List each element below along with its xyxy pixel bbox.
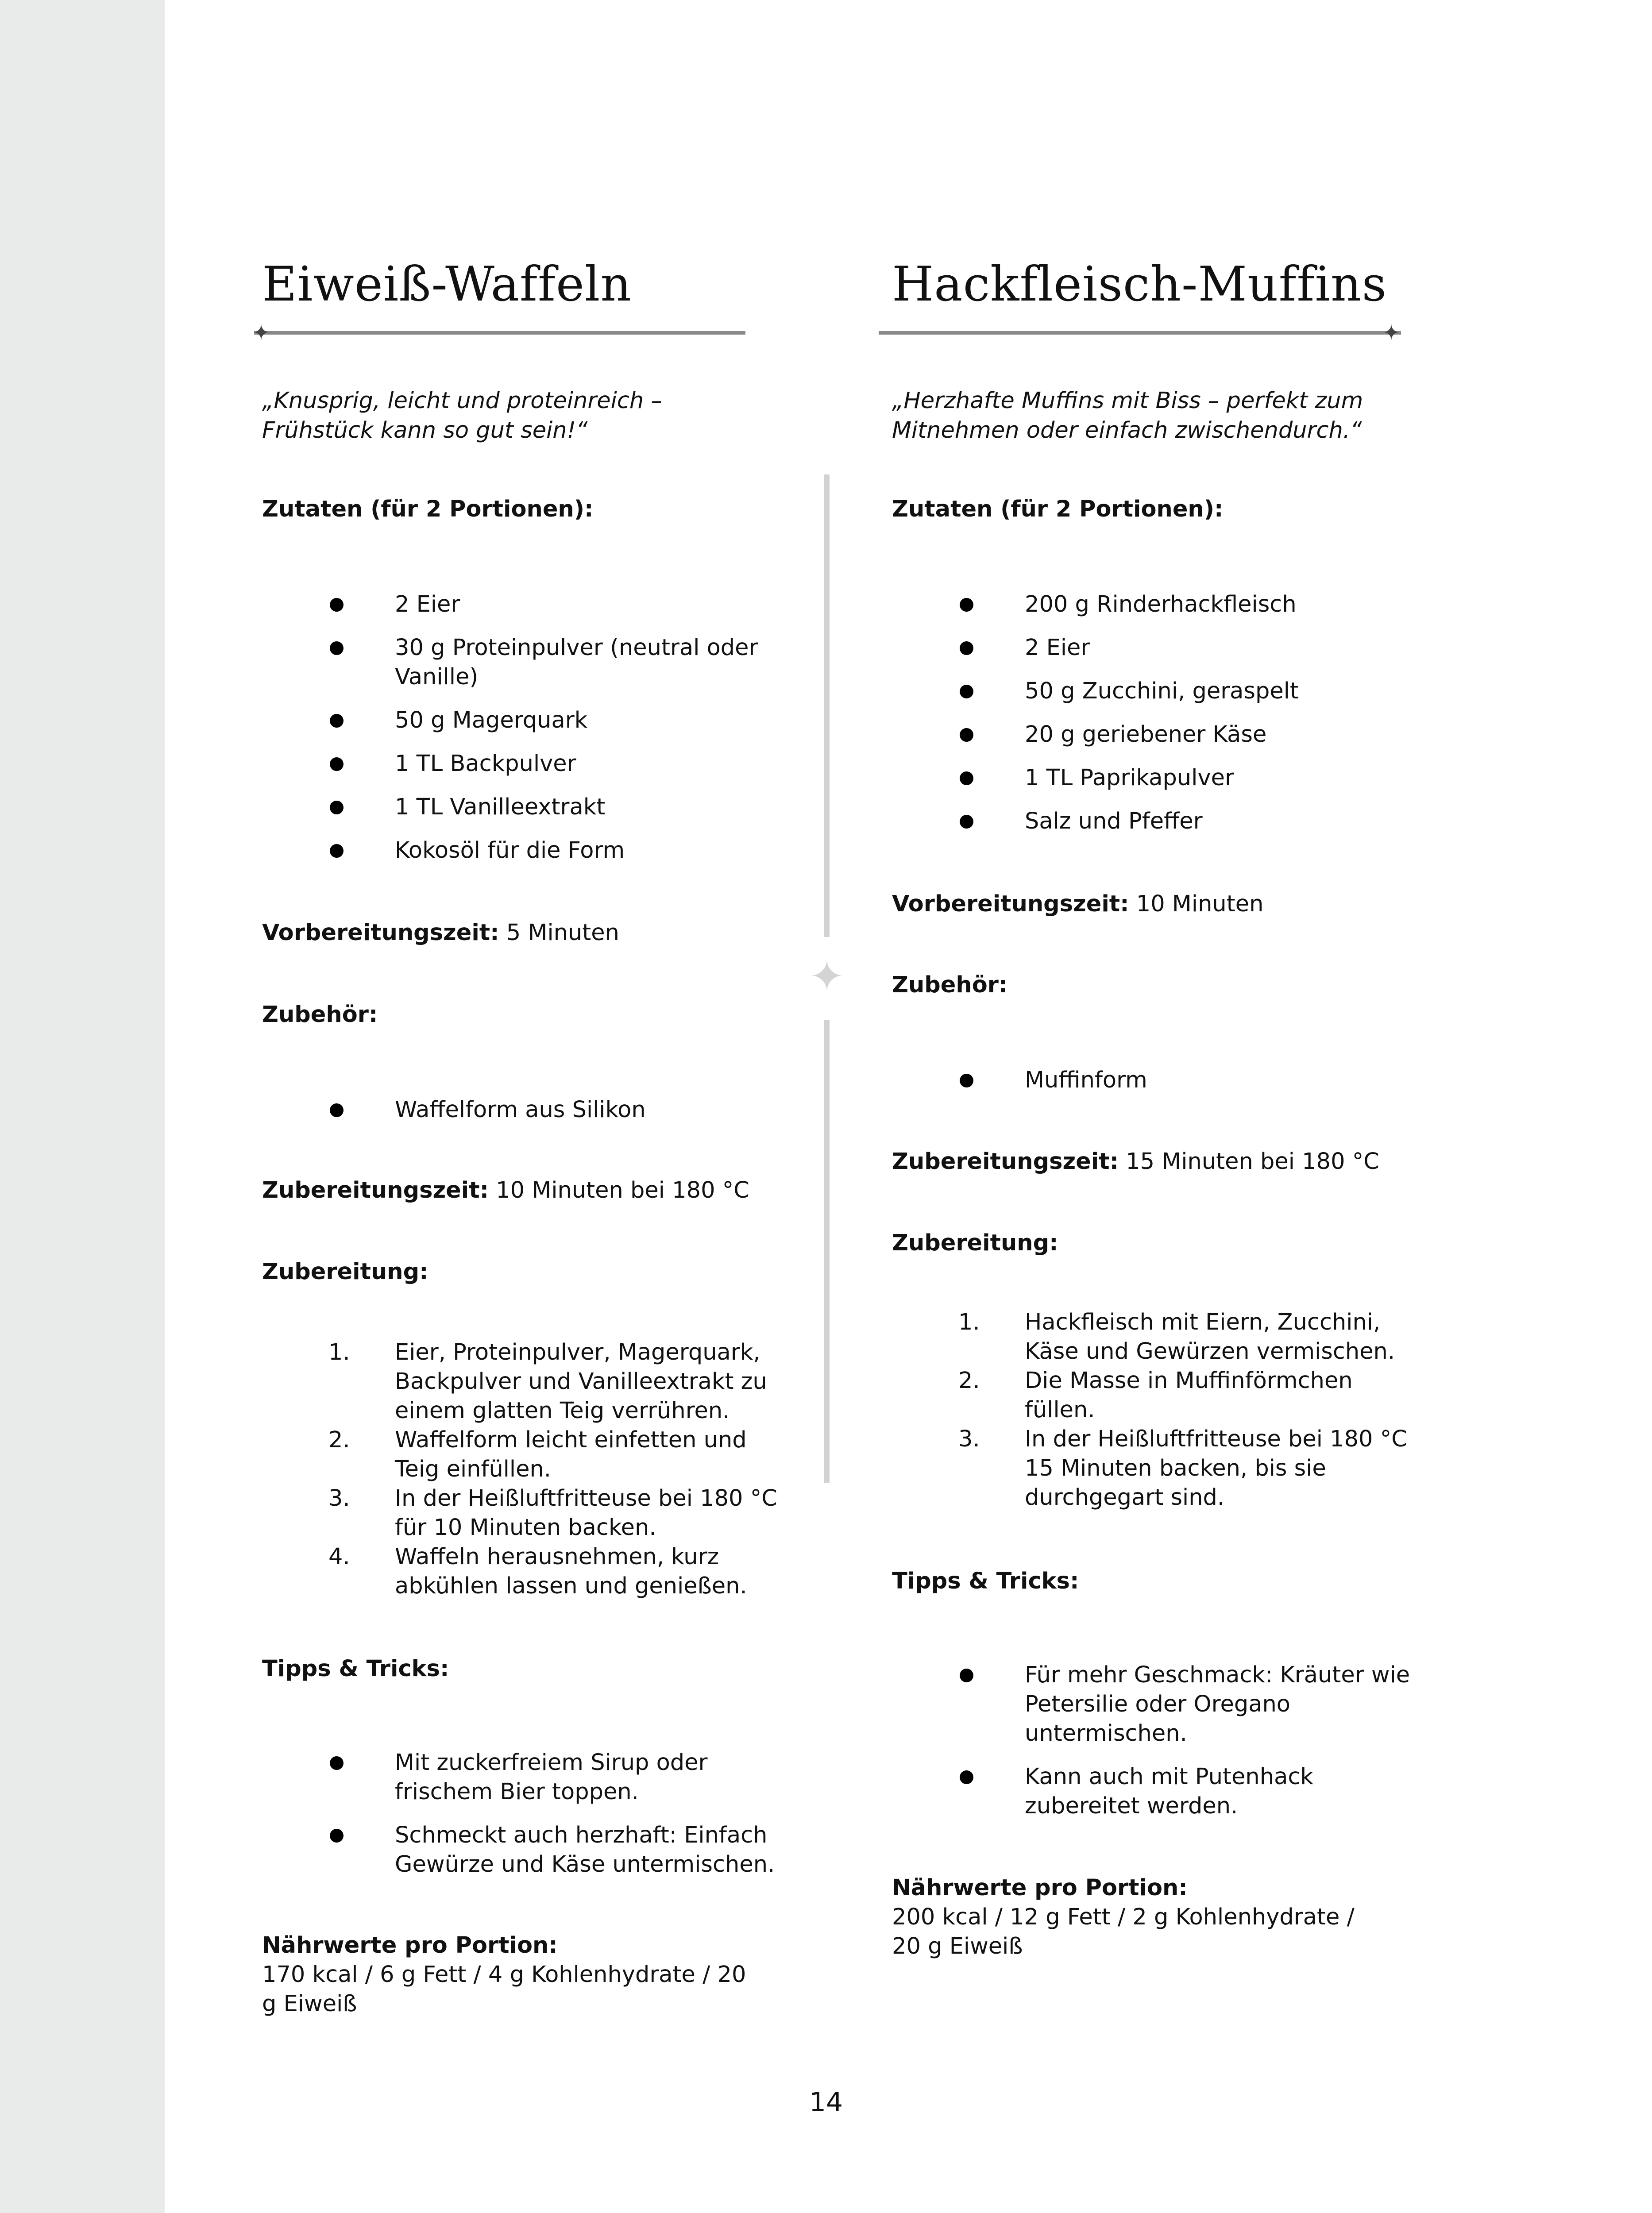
cook-time-value: 15 Minuten bei 180 °C	[1126, 1149, 1379, 1175]
nutrition-line: 170 kcal / 6 g Fett / 4 g Kohlenhydrate / 20	[262, 1962, 746, 1988]
sparkle-icon: ✦	[809, 952, 845, 1001]
equipment-list	[262, 1095, 784, 1139]
quote-line: „Herzhafte Muffins mit Biss – perfekt zum	[892, 388, 1363, 414]
steps-heading: Zubereitung:	[892, 1230, 1058, 1256]
recipe-title: Eiweiß-Waffeln	[262, 257, 632, 312]
ingredient-item: 30 g Proteinpulver (neutral oder Vanille)	[262, 633, 784, 692]
ingredient-item: 50 g Zucchini, geraspelt	[892, 677, 1414, 706]
ingredient-item: 1 TL Backpulver	[262, 749, 784, 779]
cook-time-label: Zubereitungszeit:	[892, 1149, 1119, 1175]
steps-list	[892, 1308, 1414, 1512]
prep-time	[262, 918, 619, 948]
nutrition-line: 200 kcal / 12 g Fett / 2 g Kohlenhydrate /	[892, 1904, 1355, 1930]
ingredient-item: Salz und Pfeffer	[892, 807, 1414, 836]
title-underline	[254, 331, 745, 335]
recipe-quote	[262, 386, 758, 445]
tips-heading: Tipps & Tricks:	[892, 1568, 1079, 1594]
sparkle-icon: ✦	[252, 320, 270, 345]
column-divider	[824, 474, 830, 937]
cook-time	[262, 1176, 749, 1205]
ingredient-item: 1 TL Paprikapulver	[892, 763, 1414, 793]
tips-heading: Tipps & Tricks:	[262, 1656, 449, 1682]
recipe-quote	[892, 386, 1388, 445]
title-underline	[879, 331, 1401, 335]
ingredients-list	[892, 590, 1414, 850]
ingredient-item: 20 g geriebener Käse	[892, 720, 1414, 749]
nutrition-block	[262, 1931, 746, 2019]
tip-item: Für mehr Geschmack: Kräuter wie Petersilie oder Oregano untermischen.	[892, 1661, 1414, 1748]
prep-time	[892, 890, 1263, 919]
ingredient-item: 2 Eier	[892, 633, 1414, 663]
ingredients-heading: Zutaten (für 2 Portionen):	[892, 496, 1224, 522]
recipe-title: Hackfleisch-Muffins	[892, 257, 1387, 312]
quote-line: „Knusprig, leicht und proteinreich –	[262, 388, 662, 414]
equipment-heading: Zubehör:	[892, 972, 1008, 998]
step-item: 2. Die Masse in Muffinförmchen füllen.	[958, 1368, 1353, 1423]
equipment-item: Waffelform aus Silikon	[262, 1095, 784, 1125]
ingredient-item: 200 g Rinderhackfleisch	[892, 590, 1414, 619]
tip-item: Mit zuckerfreiem Sirup oder frischem Bier toppen.	[262, 1748, 784, 1807]
equipment-list	[892, 1066, 1414, 1109]
ingredient-item: 50 g Magerquark	[262, 706, 784, 735]
cook-time-value: 10 Minuten bei 180 °C	[496, 1177, 749, 1203]
step-item: 3. In der Heißluftfritteuse bei 180 °C 15 Minuten backen, bis sie durchgegart sind.	[958, 1426, 1407, 1511]
quote-line: Mitnehmen oder einfach zwischendurch.“	[892, 417, 1362, 443]
tip-item: Kann auch mit Putenhack zubereitet werden.	[892, 1762, 1414, 1821]
ingredient-item: Kokosöl für die Form	[262, 836, 784, 865]
ingredients-list	[262, 590, 784, 879]
step-item: 3. In der Heißluftfritteuse bei 180 °C für 10 Minuten backen.	[328, 1485, 777, 1541]
ingredient-item: 2 Eier	[262, 590, 784, 619]
step-item: 4. Waffeln herausnehmen, kurz abkühlen lassen und genießen.	[328, 1544, 747, 1599]
quote-line: Frühstück kann so gut sein!“	[262, 417, 588, 443]
cook-time-label: Zubereitungszeit:	[262, 1177, 489, 1203]
equipment-item: Muffinform	[892, 1066, 1414, 1095]
prep-time-label: Vorbereitungszeit:	[262, 920, 499, 946]
nutrition-heading: Nährwerte pro Portion:	[262, 1932, 558, 1959]
step-item: 2. Waffelform leicht einfetten und Teig einfüllen.	[328, 1427, 747, 1482]
cook-time	[892, 1147, 1379, 1176]
steps-heading: Zubereitung:	[262, 1259, 428, 1285]
steps-list	[262, 1338, 784, 1601]
tips-list	[262, 1748, 784, 1893]
page-margin-strip	[0, 0, 165, 2213]
nutrition-heading: Nährwerte pro Portion:	[892, 1875, 1188, 1901]
column-divider	[824, 1020, 830, 1483]
ingredient-item: 1 TL Vanilleextrakt	[262, 793, 784, 822]
prep-time-value: 10 Minuten	[1136, 891, 1264, 917]
step-item: 1. Eier, Proteinpulver, Magerquark, Backpulver und Vanilleextrakt zu einem glatten Teig verrühren.	[328, 1339, 767, 1424]
nutrition-line: 20 g Eiweiß	[892, 1933, 1023, 1959]
equipment-heading: Zubehör:	[262, 1002, 378, 1028]
step-item: 1. Hackfleisch mit Eiern, Zucchini, Käse und Gewürzen vermischen.	[958, 1309, 1395, 1365]
nutrition-block	[892, 1874, 1355, 1961]
tips-list	[892, 1661, 1414, 1835]
ingredients-heading: Zutaten (für 2 Portionen):	[262, 496, 594, 522]
prep-time-label: Vorbereitungszeit:	[892, 891, 1129, 917]
page-number: 14	[809, 2087, 843, 2118]
prep-time-value: 5 Minuten	[506, 920, 619, 946]
tip-item: Schmeckt auch herzhaft: Einfach Gewürze und Käse untermischen.	[262, 1821, 784, 1879]
sparkle-icon: ✦	[1382, 320, 1401, 345]
nutrition-line: g Eiweiß	[262, 1991, 357, 2017]
